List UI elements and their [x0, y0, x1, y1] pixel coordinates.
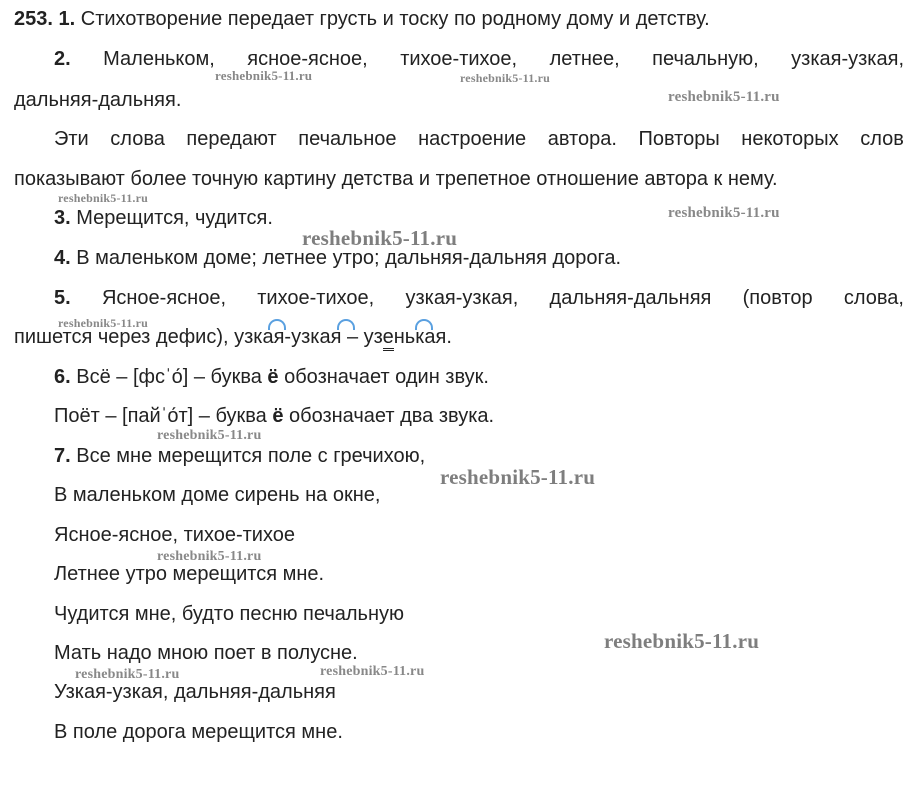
- word: узкая-узкая,: [405, 287, 519, 309]
- task-number: 253.: [14, 8, 53, 30]
- word: Маленьком,: [103, 48, 215, 70]
- answer-6-number: 6.: [54, 366, 71, 388]
- answer-2-line-1: [54, 47, 904, 71]
- word: Эти: [54, 128, 89, 150]
- watermark: reshebnik5-11.ru: [668, 89, 780, 105]
- poem-line: Летнее утро мерещится мне.: [54, 563, 325, 585]
- word: автора.: [547, 128, 617, 150]
- answer-3-number: 3.: [54, 207, 71, 229]
- root-mark: з: [373, 326, 383, 348]
- root-arc-icon: [268, 319, 286, 330]
- answer-1: [14, 7, 710, 31]
- watermark: reshebnik5-11.ru: [668, 205, 780, 221]
- word: настроение: [418, 128, 527, 150]
- word: печальную,: [652, 48, 759, 70]
- word: печальное: [298, 128, 397, 150]
- word: передают: [186, 128, 277, 150]
- answer-3: [54, 206, 273, 230]
- poem-line: Чудится мне, будто песню печальную: [54, 603, 405, 625]
- word: слов: [860, 128, 904, 150]
- answer-6-line-2: Поёт – [пайˈо́т] – буква ё обозначает два звука.: [54, 405, 495, 427]
- answer-2-note-line-1: [54, 127, 904, 151]
- word: Повторы: [638, 128, 720, 150]
- watermark: reshebnik5-11.ru: [302, 226, 458, 250]
- poem-line: В маленьком доме сирень на окне,: [54, 484, 381, 506]
- answer-4-text: В маленьком доме; летнее утро; дальняя-дальняя дорога.: [76, 247, 622, 269]
- word: летнее,: [549, 48, 620, 70]
- answer-2-line-2: дальняя-дальняя.: [14, 89, 182, 111]
- watermark: reshebnik5-11.ru: [460, 71, 550, 85]
- root-mark: з: [244, 326, 254, 348]
- transcription: ˈо́: [164, 366, 183, 388]
- watermark: reshebnik5-11.ru: [440, 465, 596, 489]
- root-mark: з: [301, 326, 311, 348]
- dash: –: [346, 326, 359, 348]
- root-arc-icon: [415, 319, 433, 330]
- answer-2-number: 2.: [54, 48, 71, 70]
- word: слова: [110, 128, 165, 150]
- answer-4-number: 4.: [54, 247, 71, 269]
- word: Ясное-ясное,: [101, 287, 227, 309]
- word: некоторых: [741, 128, 839, 150]
- answer-5-number: 5.: [54, 287, 71, 309]
- watermark: reshebnik5-11.ru: [157, 428, 262, 443]
- watermark: reshebnik5-11.ru: [58, 316, 148, 330]
- morpheme-word-1: узкая-: [234, 326, 292, 348]
- watermark: reshebnik5-11.ru: [320, 664, 425, 679]
- poem-line: Узкая-узкая, дальняя-дальняя: [54, 681, 336, 703]
- morpheme-word-2: узкая: [291, 326, 342, 348]
- watermark: reshebnik5-11.ru: [58, 191, 148, 205]
- answer-3-text: Мерещится, чудится.: [76, 207, 273, 229]
- watermark: reshebnik5-11.ru: [157, 549, 262, 564]
- word: ясное-ясное,: [247, 48, 368, 70]
- watermark: reshebnik5-11.ru: [215, 68, 313, 83]
- transcription: йˈо́: [149, 405, 179, 427]
- morpheme-word-3: узенькая.: [364, 326, 452, 351]
- letter-yo: ё: [267, 366, 279, 388]
- poem-line: Мать надо мною поет в полусне.: [54, 642, 358, 664]
- word: (повтор: [742, 287, 813, 309]
- answer-1-text: Стихотворение передает грусть и тоску по родному дому и детству.: [80, 8, 710, 30]
- answer-7-number: 7.: [54, 445, 71, 467]
- word: слова,: [843, 287, 904, 309]
- answer-6-line-1: 6. Всё – [фсˈо́] – буква ё обозначает один звук.: [54, 366, 489, 388]
- word: тихое-тихое,: [257, 287, 375, 309]
- answer-5-line-1: [54, 286, 904, 310]
- word: узкая-узкая,: [791, 48, 904, 70]
- answer-1-number: 1.: [58, 8, 76, 30]
- watermark: reshebnik5-11.ru: [604, 629, 760, 653]
- watermark: reshebnik5-11.ru: [75, 667, 180, 682]
- poem-line: В поле дорога мерещится мне.: [54, 721, 343, 743]
- answer-7-line-1: [54, 444, 425, 468]
- word: дальняя-дальняя: [549, 287, 712, 309]
- poem-line: Все мне мерещится поле с гречихою,: [76, 445, 426, 467]
- answer-2-note-line-2: показывают более точную картину детства и трепетное отношение автора к нему.: [14, 168, 778, 190]
- underlined-letter: е: [383, 326, 394, 351]
- poem-line: Ясное-ясное, тихое-тихое: [54, 524, 295, 546]
- answer-5-line-2-text: пишется через дефис),: [14, 326, 229, 348]
- root-arc-icon: [337, 319, 355, 330]
- letter-yo: ё: [272, 405, 284, 427]
- word: тихое-тихое,: [400, 48, 518, 70]
